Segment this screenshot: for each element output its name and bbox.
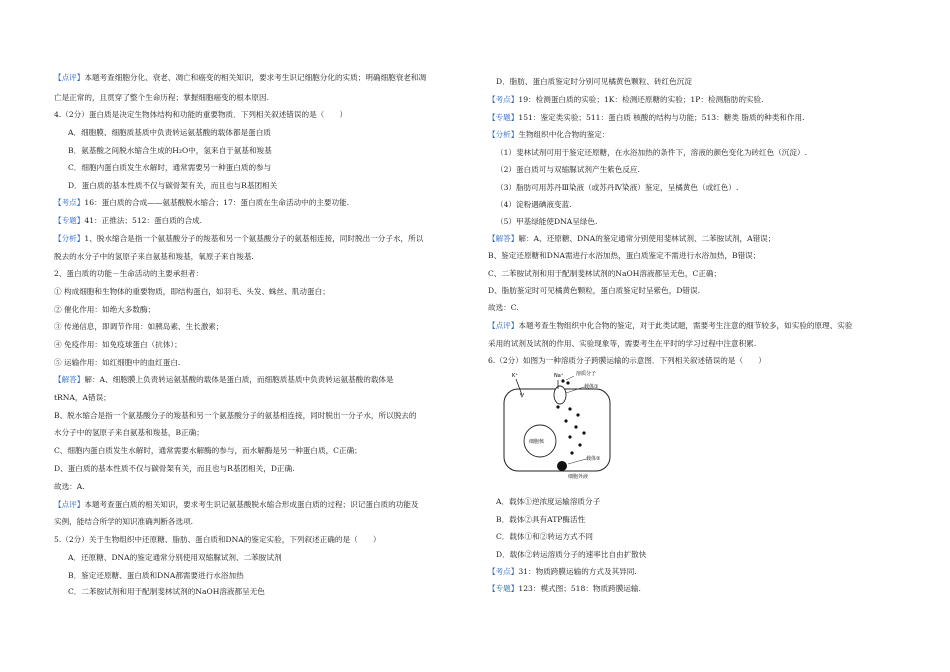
section-tag: 【解答】 — [54, 375, 85, 384]
text-line — [54, 162, 271, 173]
line-text: 16：蛋白质的合成——氨基酸脱水缩合；17：蛋白质在生命活动中的主要功能. — [84, 198, 350, 207]
line-text: ④ 免疫作用：如免疫球蛋白（抗体）； — [54, 340, 182, 349]
text-line — [488, 549, 646, 560]
section-tag: 【考点】 — [488, 95, 519, 104]
nucleus-label: 细胞核 — [529, 439, 545, 445]
line-text: （1）斐林试剂可用于鉴定还原糖，在水浴加热的条件下，溶液的颜色变化为砖红色（沉淀）. — [496, 148, 807, 157]
line-text: A．还原糖、DNA的鉴定通常分别使用双缩脲试剂、二苯胺试剂 — [68, 553, 282, 562]
text-line — [54, 180, 277, 191]
line-text: （5）甲基绿能使DNA呈绿色. — [496, 217, 598, 226]
line-text: B、脱水缩合是指一个氨基酸分子的羧基和另一个氨基酸分子的氨基相连接，同时脱出一分子水，所以脱去的 — [54, 411, 417, 420]
line-text: 本题考查蛋白质的相关知识，要求考生识记氨基酸脱水缩合形成蛋白质的过程；识记蛋白质的功能及 — [84, 500, 419, 509]
line-text: 123：模式图；518：物质跨膜运输. — [518, 584, 641, 593]
line-text: D．蛋白质的基本性质不仅与碳骨架有关，而且也与R基团相关 — [68, 181, 278, 190]
line-text: 生物组织中化合物的鉴定： — [518, 130, 610, 139]
section-tag: 【专题】 — [488, 584, 519, 593]
line-text: B、鉴定还原糖和DNA需进行水浴加热，蛋白质鉴定不需进行水浴加热，B错误； — [488, 251, 761, 260]
text-line — [54, 127, 271, 138]
line-text: ② 催化作用：如绝大多数酶； — [54, 305, 156, 314]
carrier-2 — [557, 461, 567, 471]
k-label: K⁺ — [512, 373, 518, 379]
line-text: D．载体②转运溶质分子的速率比自由扩散快 — [496, 550, 647, 559]
line-text: 151：鉴定类实验；511：蛋白质 核酸的结构与功能；513：糖类 脂质的种类和作用. — [518, 113, 805, 122]
line-text: A．载体①逆浓度运输溶质分子 — [496, 497, 601, 506]
line-text: （2）蛋白质可与双缩脲试剂产生紫色反应. — [496, 165, 640, 174]
text-line — [54, 445, 362, 456]
text-line — [54, 534, 380, 545]
text-line — [488, 112, 805, 123]
carrier-1-label: 载体① — [584, 384, 599, 390]
text-line — [54, 321, 223, 332]
line-text: 31：物质跨膜运输的方式及其异同. — [518, 567, 637, 576]
line-text: 解：A、还原糖、DNA的鉴定通常分别使用斐林试剂、二苯胺试剂，A错误； — [518, 234, 776, 243]
line-text: tRNA，A错误； — [54, 393, 111, 402]
text-line — [488, 285, 700, 296]
membrane-transport-figure — [498, 367, 648, 480]
text-line — [488, 338, 756, 349]
line-text: 亡是正常的，且贯穿了整个生命历程；掌握细胞癌变的根本原因. — [54, 93, 270, 102]
text-line — [54, 304, 155, 315]
text-line — [488, 496, 600, 507]
text-line — [488, 302, 519, 313]
text-line — [54, 92, 269, 103]
line-text: A．细胞膜、细胞质基质中负责转运氨基酸的载体都是蛋白质 — [68, 128, 271, 137]
text-line — [54, 215, 202, 226]
text-line — [488, 268, 721, 279]
text-line — [488, 182, 738, 193]
solute-label: 溶质分子 — [576, 371, 597, 377]
text-line — [488, 216, 597, 227]
line-text: 故选：A. — [54, 482, 85, 491]
text-line — [488, 164, 640, 175]
text-line — [54, 499, 419, 510]
line-text: 19：检测蛋白质的实验；1K：检测还原糖的实验；1P：检测脂肪的实验. — [518, 95, 764, 104]
line-text: C．二苯胺试剂和用于配制斐林试剂的NaOH溶液都呈无色 — [68, 587, 265, 596]
section-tag: 【考点】 — [54, 198, 85, 207]
line-text: D．脂肪、蛋白质鉴定时分别可见橘黄色颗粒、砖红色沉淀 — [496, 77, 692, 86]
carrier-2-label: 载体② — [586, 456, 601, 462]
text-line — [54, 109, 347, 120]
text-line — [54, 197, 349, 208]
text-line — [488, 514, 585, 525]
line-text: B．鉴定还原糖、蛋白质和DNA都需要进行水浴加热 — [68, 571, 244, 580]
line-text: 本题考查生物组织中化合物的鉴定，对于此类试题，需要考生注意的细节较多，如实验的原理、实验 — [518, 321, 853, 330]
carrier-1 — [554, 386, 566, 404]
line-text: B．氨基酸之间脱水缩合生成的H₂O中，氢来自于氨基和羧基 — [68, 146, 272, 155]
line-text: 水分子中的氢原子来自氨基和羧基，B正确； — [54, 428, 204, 437]
text-line — [54, 463, 295, 474]
section-tag: 【分析】 — [488, 130, 519, 139]
text-line — [488, 129, 610, 140]
text-line — [54, 552, 282, 563]
line-text: 1、脱水缩合是指一个氨基酸分子的羧基和另一个氨基酸分子的氨基相连接，同时脱出一分子水，所以 — [84, 234, 424, 243]
section-tag: 【点评】 — [488, 321, 519, 330]
text-line — [54, 268, 203, 279]
text-line — [54, 233, 423, 244]
text-line — [488, 199, 572, 210]
section-tag: 【解答】 — [488, 234, 519, 243]
text-line — [54, 72, 426, 83]
line-text: 实例，能结合所学的知识准确判断各选项. — [54, 517, 194, 526]
line-text: C、二苯胺试剂和用于配制斐林试剂的NaOH溶液都呈无色，C正确； — [488, 269, 722, 278]
line-text: D、脂肪鉴定时可见橘黄色颗粒，蛋白质鉴定时呈紫色，D错误. — [488, 286, 701, 295]
text-line — [54, 516, 193, 527]
section-tag: 【专题】 — [54, 216, 85, 225]
na-label: Na⁺ — [554, 373, 564, 379]
section-tag: 【点评】 — [54, 500, 85, 509]
line-text: ③ 传递信息，即调节作用：如胰岛素、生长激素； — [54, 322, 224, 331]
text-line — [54, 251, 254, 262]
k-arrow — [516, 379, 522, 395]
text-line — [54, 145, 272, 156]
line-text: （3）脂肪可用苏丹Ⅲ染液（或苏丹Ⅳ染液）鉴定，呈橘黄色（或红色）. — [496, 183, 739, 192]
text-line — [54, 586, 265, 597]
text-line — [488, 94, 764, 105]
line-text: 故选：C. — [488, 303, 519, 312]
line-text: 41：正推法；512：蛋白质的合成. — [84, 216, 203, 225]
line-text: 脱去的水分子中的氢原子来自氨基和羧基，氧原子来自羧基. — [54, 252, 254, 261]
text-line — [488, 250, 760, 261]
text-line — [488, 147, 807, 158]
line-text: C、细胞内蛋白质发生水解时，通常需要水解酶的参与，而水解酶是另一种蛋白质，C正确； — [54, 446, 362, 455]
line-text: C．细胞内蛋白质发生水解时，通常需要另一种蛋白质的参与 — [68, 163, 272, 172]
text-line — [54, 570, 244, 581]
line-text: （4）淀粉遇碘液变蓝. — [496, 200, 572, 209]
section-tag: 【专题】 — [488, 113, 519, 122]
line-text: 本题考查细胞分化、衰老、凋亡和癌变的相关知识，要求考生识记细胞分化的实质；明确细胞衰老和凋 — [84, 73, 427, 82]
outside-label: 细胞外液 — [568, 474, 589, 480]
text-line — [54, 481, 85, 492]
text-line — [54, 427, 204, 438]
text-line — [488, 233, 775, 244]
line-text: ⑤ 运输作用：如红细胞中的血红蛋白. — [54, 358, 181, 367]
line-text: 4.（2分）蛋白质是决定生物体结构和功能的重要物质．下列相关叙述错误的是（ ） — [54, 110, 348, 119]
line-text: 解：A、细胞膜上负责转运氨基酸的载体是蛋白质，而细胞质基质中负责转运氨基酸的载体是 — [84, 375, 394, 384]
line-text: 采用的试剂及试剂的作用、实验现象等，需要考生在平时的学习过程中注意积累. — [488, 339, 757, 348]
text-line — [488, 583, 641, 594]
section-tag: 【点评】 — [54, 73, 85, 82]
line-text: 5.（2分）关于生物组织中还原糖、脂肪、蛋白质和DNA的鉴定实验，下列叙述正确的是（ ） — [54, 535, 381, 544]
text-line — [488, 320, 853, 331]
line-text: 6.（2分）如图为一种溶质分子跨膜运输的示意图．下列相关叙述错误的是（ ） — [488, 356, 766, 365]
line-text: 2、蛋白质的功能－生命活动的主要承担者： — [54, 269, 204, 278]
text-line — [488, 566, 637, 577]
section-tag: 【分析】 — [54, 234, 85, 243]
text-line — [488, 531, 593, 542]
text-line — [54, 410, 416, 421]
text-line — [54, 374, 394, 385]
line-text: B．载体②具有ATP酶活性 — [496, 515, 586, 524]
text-line — [54, 392, 111, 403]
line-text: C．载体①和②转运方式不同 — [496, 532, 593, 541]
text-line — [54, 286, 330, 297]
text-line — [54, 357, 180, 368]
text-line — [488, 355, 766, 366]
line-text: D、蛋白质的基本性质不仅与碳骨架有关，而且也与R基团相关，D正确. — [54, 464, 295, 473]
line-text: ① 构成细胞和生物体的重要物质，即结构蛋白，如羽毛、头发、蛛丝、肌动蛋白； — [54, 287, 330, 296]
text-line — [488, 76, 692, 87]
section-tag: 【考点】 — [488, 567, 519, 576]
text-line — [54, 339, 182, 350]
